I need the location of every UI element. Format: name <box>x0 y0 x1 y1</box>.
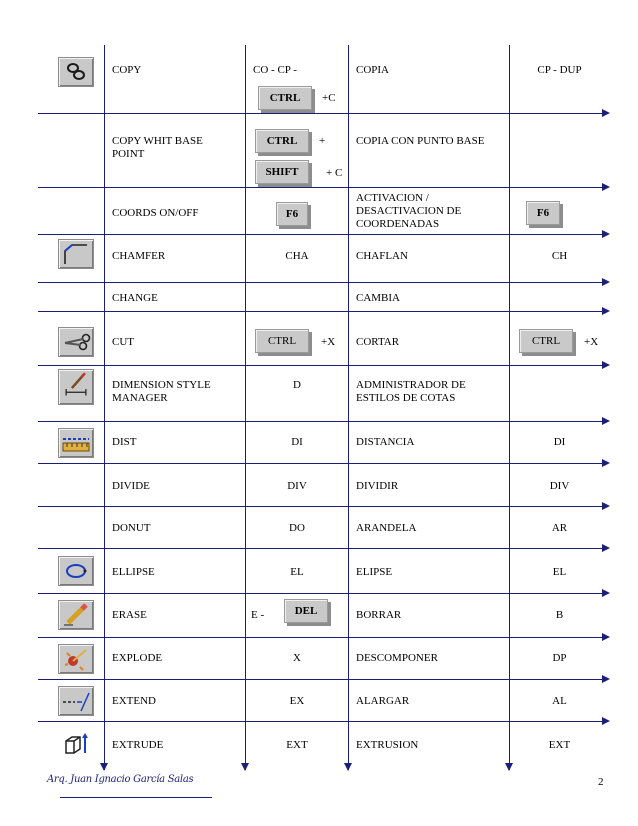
command-spanish: CORTAR <box>356 336 400 348</box>
command-spanish: DIVIDIR <box>356 480 399 492</box>
command-spanish: ARANDELA <box>356 522 417 534</box>
row-divider <box>38 463 604 464</box>
row-divider <box>38 234 604 235</box>
command-english: EXTRUDE <box>112 739 164 751</box>
row-divider <box>38 548 604 549</box>
command-shortcut: X <box>293 652 301 664</box>
row-divider <box>38 282 604 283</box>
command-english: EXPLODE <box>112 652 163 664</box>
arrow-right-icon <box>602 278 610 286</box>
arrow-down-icon <box>100 763 108 771</box>
row-divider <box>38 421 604 422</box>
command-spanish-shortcut: EXT <box>548 739 571 751</box>
command-spanish: CAMBIA <box>356 292 401 304</box>
arrow-down-icon <box>344 763 352 771</box>
command-spanish: ALARGAR <box>356 695 410 707</box>
extrude-icon <box>58 729 92 757</box>
arrow-right-icon <box>602 502 610 510</box>
arrow-right-icon <box>602 230 610 238</box>
arrow-right-icon <box>602 417 610 425</box>
command-shortcut: DI <box>291 436 303 448</box>
dimension-style-icon <box>58 369 94 405</box>
command-english: DIST <box>112 436 137 448</box>
copy-links-icon <box>58 57 94 87</box>
command-english: CHAMFER <box>112 250 166 262</box>
arrow-right-icon <box>602 544 610 552</box>
command-spanish-shortcut: B <box>555 609 564 621</box>
command-english: COPY WHIT BASE POINT <box>112 135 203 160</box>
command-spanish-shortcut: AR <box>551 522 568 534</box>
page-number: 2 <box>598 776 604 788</box>
chamfer-icon <box>58 239 94 269</box>
row-divider <box>38 187 604 188</box>
shift-key: SHIFT <box>255 160 309 184</box>
key-suffix: +X <box>321 336 336 348</box>
row-divider <box>38 311 604 312</box>
command-english: COORDS ON/OFF <box>112 207 199 219</box>
command-english: EXTEND <box>112 695 156 707</box>
arrow-down-icon <box>241 763 249 771</box>
f6-key: F6 <box>276 202 308 226</box>
row-divider <box>38 113 604 114</box>
command-spanish: COPIA <box>356 64 390 76</box>
command-shortcut: EX <box>289 695 305 707</box>
arrow-right-icon <box>602 459 610 467</box>
distance-ruler-icon <box>58 428 94 458</box>
command-shortcut: DO <box>289 522 305 534</box>
command-spanish-shortcut: DIV <box>549 480 570 492</box>
command-english: ERASE <box>112 609 147 621</box>
command-spanish: CHAFLAN <box>356 250 408 262</box>
command-spanish: COPIA CON PUNTO BASE <box>356 135 485 147</box>
f6-key: F6 <box>526 201 560 225</box>
command-shortcut: DIV <box>287 480 307 492</box>
footer-divider <box>60 797 212 798</box>
row-divider <box>38 506 604 507</box>
arrow-right-icon <box>602 307 610 315</box>
key-suffix: +C <box>322 92 336 104</box>
command-spanish: DESCOMPONER <box>356 652 438 664</box>
command-spanish: EXTRUSION <box>356 739 419 751</box>
command-english: CHANGE <box>112 292 158 304</box>
command-shortcut: E - <box>251 609 265 621</box>
command-shortcut: EL <box>290 566 304 578</box>
command-spanish: ELIPSE <box>356 566 393 578</box>
command-english: COPY <box>112 64 142 76</box>
row-divider <box>38 637 604 638</box>
key-suffix: + C <box>326 167 343 179</box>
arrow-right-icon <box>602 109 610 117</box>
author-signature: Arq. Juan Ignacio García Salas <box>47 774 194 785</box>
ellipse-icon <box>58 556 94 586</box>
row-divider <box>38 365 604 366</box>
command-english: ELLIPSE <box>112 566 155 578</box>
row-divider <box>38 679 604 680</box>
command-spanish-shortcut: EL <box>552 566 567 578</box>
command-spanish-shortcut: CP - DUP <box>537 64 582 76</box>
command-spanish: ACTIVACION / DESACTIVACION DE COORDENADAS <box>356 192 462 230</box>
column-divider <box>348 45 349 770</box>
ctrl-key: CTRL <box>258 86 312 110</box>
arrow-right-icon <box>602 183 610 191</box>
arrow-right-icon <box>602 361 610 369</box>
command-english: CUT <box>112 336 134 348</box>
ctrl-key: CTRL <box>255 329 309 353</box>
ctrl-key: CTRL <box>255 129 309 153</box>
column-divider <box>509 45 510 770</box>
command-spanish-shortcut: DI <box>553 436 566 448</box>
extend-icon <box>58 686 94 716</box>
key-plus: + <box>319 135 326 147</box>
arrow-down-icon <box>505 763 513 771</box>
column-divider <box>104 45 105 770</box>
command-english: DONUT <box>112 522 151 534</box>
command-shortcut: EXT <box>286 739 308 751</box>
explode-icon <box>58 644 94 674</box>
eraser-icon <box>58 600 94 630</box>
arrow-right-icon <box>602 717 610 725</box>
command-shortcut: CHA <box>285 250 309 262</box>
key-suffix: +X <box>584 336 599 348</box>
arrow-right-icon <box>602 633 610 641</box>
command-english: DIMENSION STYLE MANAGER <box>112 379 211 404</box>
row-divider <box>38 721 604 722</box>
command-spanish-shortcut: AL <box>552 695 567 707</box>
row-divider <box>38 593 604 594</box>
ctrl-key: CTRL <box>519 329 573 353</box>
del-key: DEL <box>284 599 328 623</box>
arrow-right-icon <box>602 589 610 597</box>
command-spanish: ADMINISTRADOR DE ESTILOS DE COTAS <box>356 379 466 404</box>
arrow-right-icon <box>602 675 610 683</box>
command-spanish-shortcut: DP <box>552 652 567 664</box>
command-shortcut: CO - CP - <box>253 64 297 76</box>
command-spanish: BORRAR <box>356 609 402 621</box>
command-english: DIVIDE <box>112 480 150 492</box>
scissors-icon <box>58 327 94 357</box>
command-spanish-shortcut: CH <box>551 250 568 262</box>
command-spanish: DISTANCIA <box>356 436 415 448</box>
command-shortcut: D <box>293 379 301 391</box>
